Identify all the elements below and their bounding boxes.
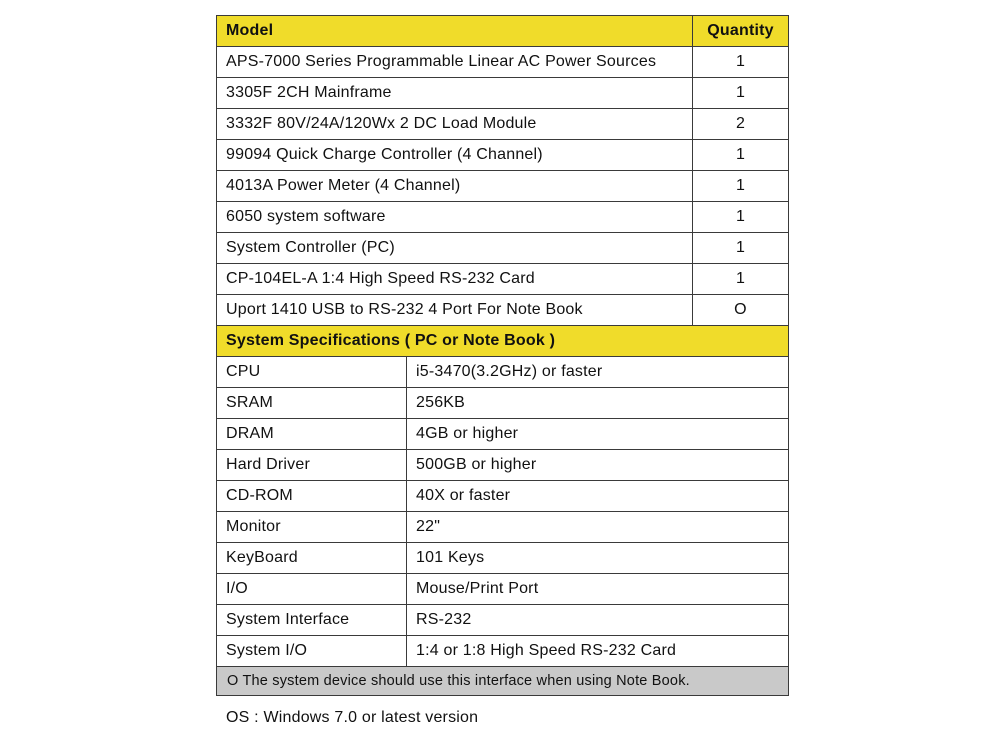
table-row [217,543,789,574]
model-name: 6050 system software [217,202,693,233]
table-row [217,450,789,481]
model-quantity: 2 [693,109,789,140]
table-row [217,388,789,419]
model-quantity: 1 [693,171,789,202]
table-row [217,109,789,140]
table-row [217,574,789,605]
spec-value: Mouse/Print Port [407,574,789,605]
spec-key: Hard Driver [217,450,407,481]
spec-key: KeyBoard [217,543,407,574]
model-name: APS-7000 Series Programmable Linear AC Power Sources [217,47,693,78]
specs-header: System Specifications ( PC or Note Book ) [217,326,789,357]
table-row [217,636,789,667]
model-quantity: O [693,295,789,326]
spec-key: I/O [217,574,407,605]
specs-header-row [217,326,789,357]
spec-value: 101 Keys [407,543,789,574]
configuration-sheet [216,15,788,696]
table-row [217,264,789,295]
model-quantity: 1 [693,78,789,109]
model-name: CP-104EL-A 1:4 High Speed RS-232 Card [217,264,693,295]
configuration-table [216,15,789,696]
model-quantity: 1 [693,202,789,233]
spec-value: 4GB or higher [407,419,789,450]
table-row [217,78,789,109]
table-row [217,481,789,512]
spec-value: 256KB [407,388,789,419]
spec-value: 1:4 or 1:8 High Speed RS-232 Card [407,636,789,667]
spec-key: System Interface [217,605,407,636]
model-quantity: 1 [693,233,789,264]
model-name: 3332F 80V/24A/120Wx 2 DC Load Module [217,109,693,140]
table-row [217,512,789,543]
table-row [217,357,789,388]
spec-value: 500GB or higher [407,450,789,481]
spec-key: CD-ROM [217,481,407,512]
spec-value: RS-232 [407,605,789,636]
model-name: 4013A Power Meter (4 Channel) [217,171,693,202]
table-row [217,295,789,326]
table-row [217,605,789,636]
os-requirement: OS : Windows 7.0 or latest version [226,709,479,726]
table-row [217,171,789,202]
model-name: 99094 Quick Charge Controller (4 Channel) [217,140,693,171]
table-row [217,233,789,264]
model-quantity: 1 [693,140,789,171]
table-row [217,140,789,171]
note-row [217,667,789,696]
model-name: Uport 1410 USB to RS-232 4 Port For Note Book [217,295,693,326]
spec-key: Monitor [217,512,407,543]
models-header-row [217,16,789,47]
spec-key: System I/O [217,636,407,667]
table-row [217,419,789,450]
model-quantity: 1 [693,47,789,78]
table-row [217,47,789,78]
table-row [217,202,789,233]
spec-value: i5-3470(3.2GHz) or faster [407,357,789,388]
spec-key: DRAM [217,419,407,450]
spec-key: SRAM [217,388,407,419]
model-name: System Controller (PC) [217,233,693,264]
spec-key: CPU [217,357,407,388]
model-quantity: 1 [693,264,789,295]
spec-value: 22" [407,512,789,543]
note-text: O The system device should use this interface when using Note Book. [217,667,789,696]
model-column-header: Model [217,16,693,47]
model-name: 3305F 2CH Mainframe [217,78,693,109]
quantity-column-header: Quantity [693,16,789,47]
spec-value: 40X or faster [407,481,789,512]
